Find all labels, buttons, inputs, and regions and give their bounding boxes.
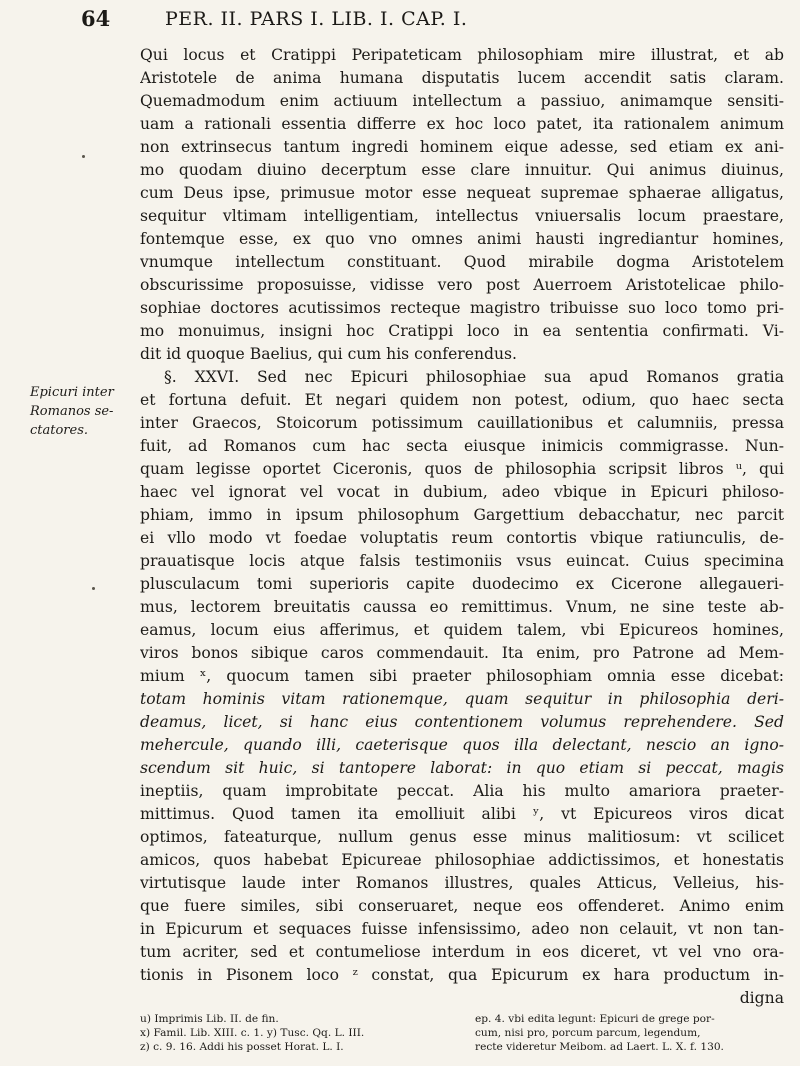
text-line: plusculacum tomi superioris capite duodecimo ex Cicerone allegaueri- — [140, 575, 784, 593]
text-line: vnumque intellectum constituant. Quod mirabile dogma Aristotelem — [140, 253, 784, 271]
text-line: ei vllo modo vt foedae voluptatis reum contortis vbique ratiunculis, de- — [140, 529, 784, 547]
text-line: Aristotele de anima humana disputatis lucem accendit satis claram. — [140, 69, 784, 87]
catchword: digna — [739, 989, 784, 1007]
quoted-line: totam hominis vitam rationemque, quam sequitur in philosophia deri- — [140, 690, 784, 708]
margin-note-line: ctatores. — [30, 423, 89, 438]
text-line: haec vel ignorat vel vocat in dubium, adeo vbique in Epicuri philoso- — [140, 483, 784, 501]
footnote-right: ep. 4. vbi edita legunt: Epicuri de grege por- — [475, 1013, 715, 1025]
text-line: virtutisque laude inter Romanos illustres, quales Atticus, Velleius, his- — [140, 874, 784, 892]
footnote-left: z) c. 9. 16. Addi his posset Horat. L. I. — [140, 1041, 344, 1053]
text-line: ineptiis, quam improbitate peccat. Alia his multo amariora praeter- — [140, 782, 784, 800]
text-line: obscurissime proposuisse, vidisse vero post Auerroem Aristotelicae philo- — [140, 276, 784, 294]
text-line: Quemadmodum enim actiuum intellectum a passiuo, animamque sensiti- — [140, 92, 784, 110]
text-line: tum acriter, sed et contumeliose interdum in eos diceret, vt vel vno ora- — [140, 943, 784, 961]
quoted-line: mehercule, quando illi, caeterisque quos illa delectant, nescio an igno- — [140, 736, 784, 754]
text-line: quam legisse oportet Ciceronis, quos de philosophia scripsit libros ᵘ, qui — [140, 460, 784, 478]
margin-note-line: Epicuri inter — [30, 385, 114, 400]
margin-dot — [92, 587, 95, 590]
quoted-line: deamus, licet, si hanc eius contentionem volumus reprehendere. Sed — [140, 713, 784, 731]
footnote-right: recte videretur Meibom. ad Laert. L. X. f. 130. — [475, 1041, 724, 1053]
text-line: viros bonos sibique caros commendauit. Ita enim, pro Patrone ad Mem- — [140, 644, 784, 662]
text-line: mo quodam diuino decerptum esse clare innuitur. Qui animus diuinus, — [140, 161, 784, 179]
text-line: non extrinsecus tantum ingredi hominem eique adesse, sed etiam ex ani- — [140, 138, 784, 156]
quoted-line: scendum sit huic, si tantopere laborat: in quo etiam si peccat, magis — [140, 759, 784, 777]
section-heading-line: §. XXVI. Sed nec Epicuri philosophiae sua apud Romanos gratia — [164, 368, 784, 386]
text-line: inter Graecos, Stoicorum potissimum cauillationibus et calumniis, pressa — [140, 414, 784, 432]
running-head: PER. II. PARS I. LIB. I. CAP. I. — [165, 8, 468, 30]
text-line: cum Deus ipse, primusue motor esse nequeat supremae sphaerae alligatus, — [140, 184, 784, 202]
text-line: dit id quoque Baelius, qui cum his conferendus. — [140, 345, 518, 363]
text-line: mittimus. Quod tamen ita emolliuit alibi ʸ, vt Epicureos viros dicat — [140, 805, 784, 823]
margin-note — [30, 383, 136, 440]
margin-note-line: Romanos se- — [30, 404, 114, 419]
text-line: mium ˣ, quocum tamen sibi praeter philosophiam omnia esse dicebat: — [140, 667, 784, 685]
margin-dot — [82, 155, 85, 158]
text-line: optimos, fateaturque, nullum genus esse minus malitiosum: vt scilicet — [140, 828, 784, 846]
text-line: amicos, quos habebat Epicureae philosophiae addictissimos, et honestatis — [140, 851, 784, 869]
text-line: que fuere similes, sibi conseruaret, neque eos offenderet. Animo enim — [140, 897, 784, 915]
page-number: 64 — [81, 6, 111, 31]
text-line: sophiae doctores acutissimos recteque magistro tribuisse suo loco tomo pri- — [140, 299, 784, 317]
text-line: mo monuimus, insigni hoc Cratippi loco in ea sententia confirmati. Vi- — [140, 322, 784, 340]
footnote-right: cum, nisi pro, porcum parcum, legendum, — [475, 1027, 701, 1039]
text-line: fuit, ad Romanos cum hac secta eiusque inimicis commigrasse. Nun- — [140, 437, 784, 455]
footnote-left: u) Imprimis Lib. II. de fin. — [140, 1013, 279, 1025]
text-line: uam a rationali essentia differre ex hoc loco patet, ita rationalem animum — [140, 115, 784, 133]
text-line: Qui locus et Cratippi Peripateticam philosophiam mire illustrat, et ab — [140, 46, 784, 64]
text-line: mus, lectorem breuitatis caussa eo remittimus. Vnum, ne sine teste ab- — [140, 598, 784, 616]
body-text — [140, 44, 784, 1010]
text-line: tionis in Pisonem loco ᶻ constat, qua Epicurum ex hara productum in- — [140, 966, 784, 984]
text-line: phiam, immo in ipsum philosophum Gargettium debacchatur, nec parcit — [140, 506, 784, 524]
text-line: eamus, locum eius afferimus, et quidem talem, vbi Epicureos homines, — [140, 621, 784, 639]
text-line: in Epicurum et sequaces fuisse infensissimo, adeo non celauit, vt non tan- — [140, 920, 784, 938]
footnotes — [140, 1012, 784, 1054]
footnote-left: x) Famil. Lib. XIII. c. 1. y) Tusc. Qq. L. III. — [140, 1027, 365, 1039]
text-line: sequitur vltimam intelligentiam, intellectus vniuersalis locum praestare, — [140, 207, 784, 225]
text-line: fontemque esse, ex quo vno omnes animi hausti ingrediantur homines, — [140, 230, 784, 248]
text-line: et fortuna defuit. Et negari quidem non potest, odium, quo haec secta — [140, 391, 784, 409]
text-line: prauatisque locis atque falsis testimoniis vsus euincat. Cuius specimina — [140, 552, 784, 570]
